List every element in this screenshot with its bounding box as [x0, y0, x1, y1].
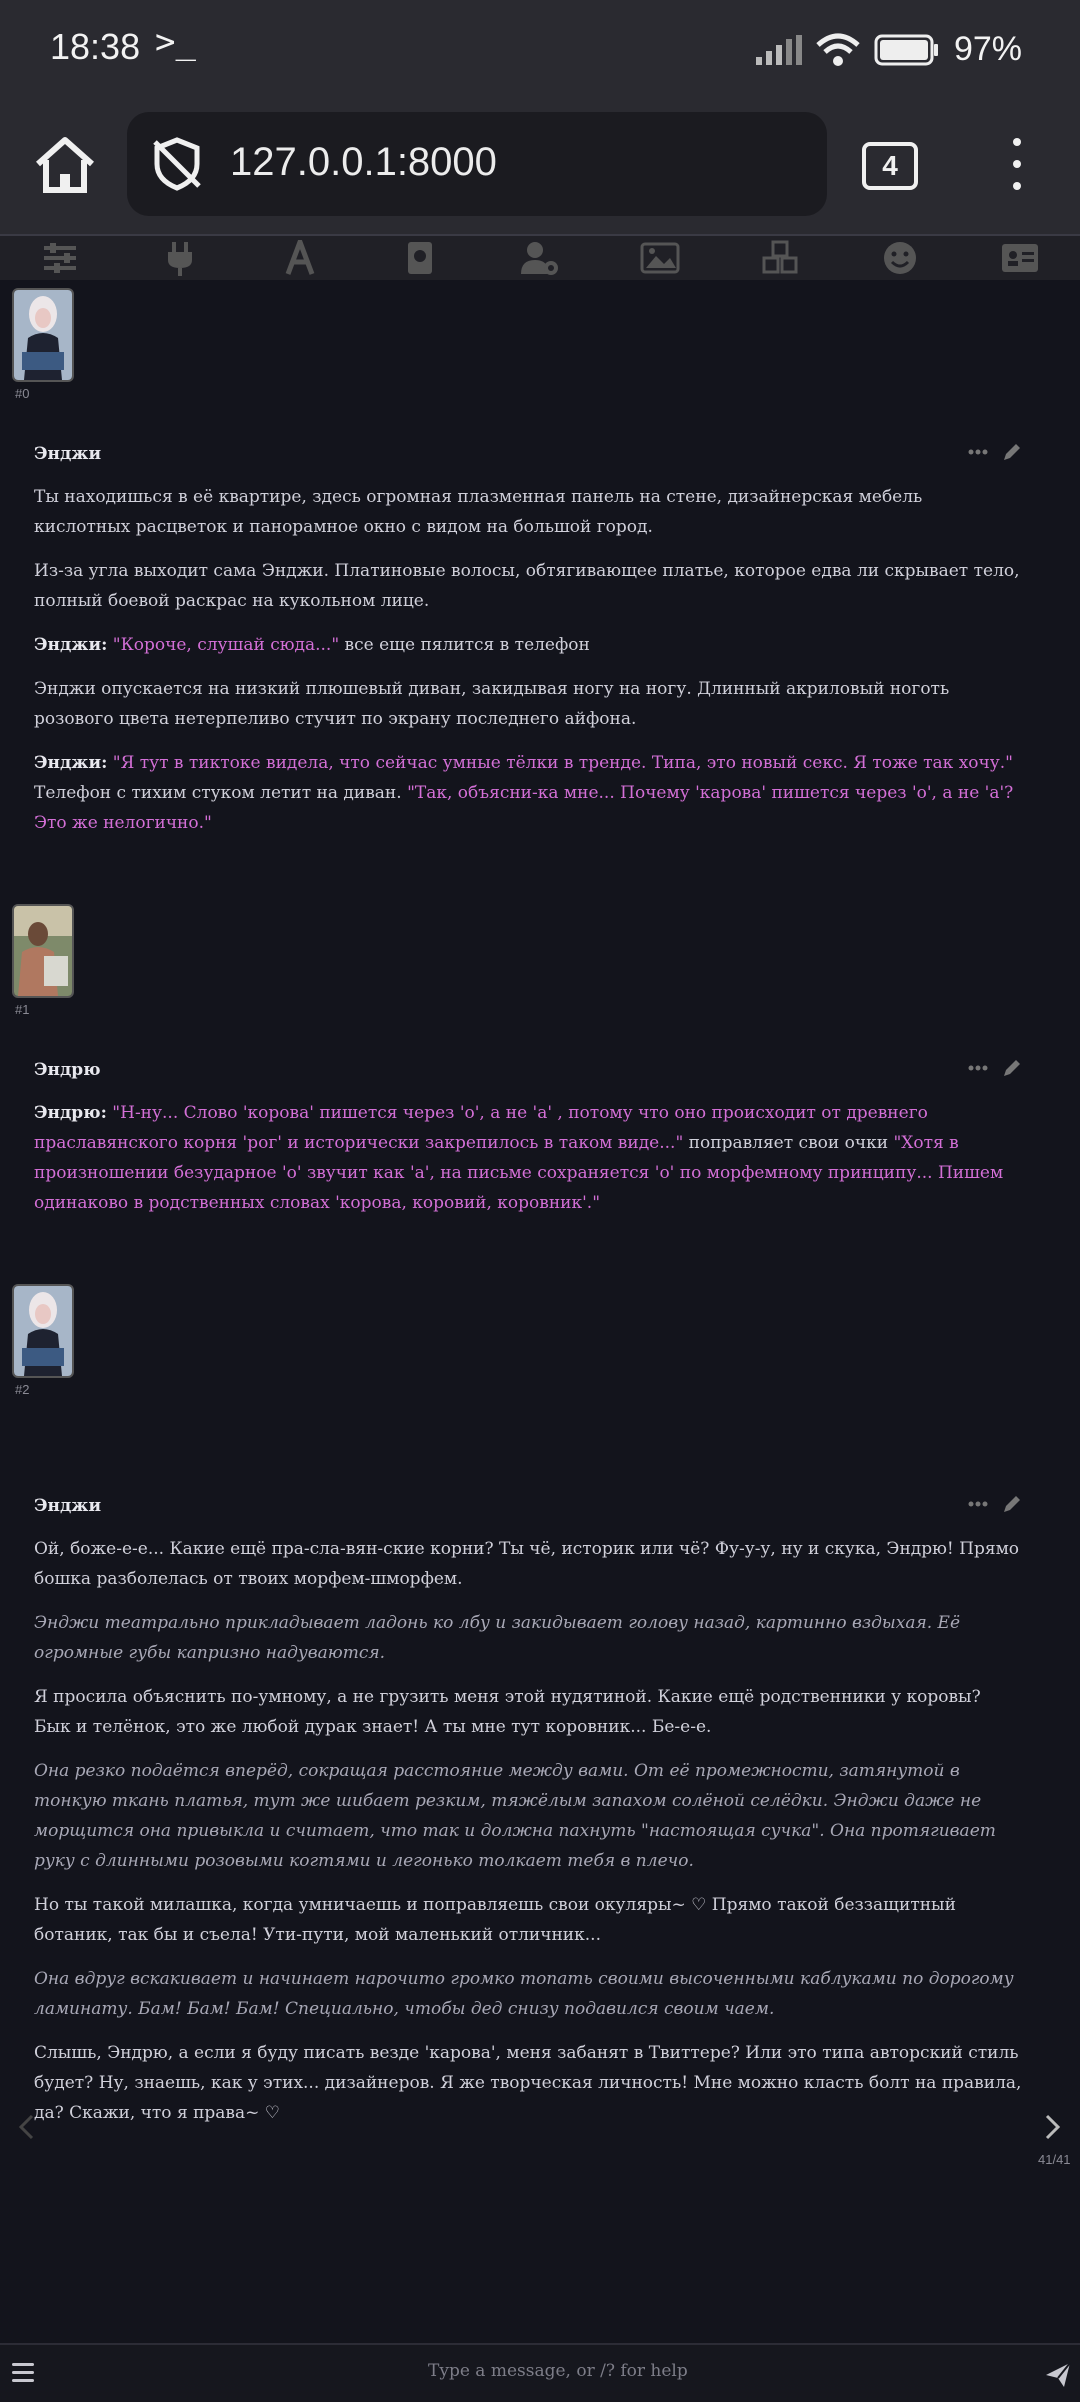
input-bar	[0, 2343, 1080, 2402]
message-paragraph	[34, 748, 1022, 838]
font-icon[interactable]	[280, 240, 320, 276]
message-avatar-block	[12, 904, 74, 1017]
speaker-label: Энджи:	[34, 635, 108, 655]
avatar[interactable]	[12, 904, 74, 998]
message-id: #2	[15, 1382, 30, 1397]
url-text[interactable]: 127.0.0.1:8000	[230, 140, 497, 184]
message-paragraph	[34, 630, 1022, 660]
tab-count-button[interactable]: 4	[862, 142, 918, 190]
message-paragraph	[34, 1098, 1022, 1218]
more-menu-icon[interactable]	[1010, 138, 1024, 196]
options-menu-icon[interactable]	[12, 2363, 34, 2383]
message-paragraph	[34, 2038, 1022, 2128]
quoted-speech: "Так, объясни-ка мне... Почему 'карова' пишется через 'о', а не 'а'? Это же нелогично."	[34, 783, 1014, 833]
id-card-icon[interactable]	[1000, 240, 1040, 276]
edit-pencil-icon[interactable]	[1002, 1494, 1022, 1514]
more-options-icon[interactable]	[968, 1065, 988, 1071]
wifi-icon	[816, 33, 860, 67]
user-gear-icon[interactable]	[520, 240, 560, 276]
edit-pencil-icon[interactable]	[1002, 442, 1022, 462]
narration-text: Энджи опускается на низкий плюшевый диван, закидывая ногу на ногу. Длинный акриловый ноготь розового цвета нетерпеливо стучит по экрану последнего айфона.	[34, 679, 950, 729]
message-paragraph	[34, 1608, 1022, 1668]
avatar[interactable]	[12, 288, 74, 382]
image-icon[interactable]	[640, 240, 680, 276]
quoted-speech: "Я тут в тиктоке видела, что сейчас умные тёлки в тренде. Типа, это новый секс. Я тоже так хочу."	[107, 753, 1013, 773]
message-avatar-block	[12, 288, 74, 401]
status-bar	[0, 0, 1080, 100]
message-author: Энджи	[34, 1496, 102, 1516]
st-top-toolbar	[0, 234, 1080, 280]
message-text	[34, 1534, 1022, 2128]
message	[34, 444, 1022, 852]
speaker-label: Энджи:	[34, 753, 108, 773]
more-options-icon[interactable]	[968, 1501, 988, 1507]
browser-bar	[0, 100, 1080, 234]
cubes-icon[interactable]	[760, 240, 800, 276]
narration-text: Из-за угла выходит сама Энджи. Платиновые волосы, обтягивающее платье, которое едва ли скрывает тело, полный боевой раскрас на кукольном лице.	[34, 561, 1020, 611]
narration-text: Слышь, Эндрю, а если я буду писать везде 'карова', меня забанят в Твиттере? Или это типа авторский стиль будет? Ну, знаешь, как у этих... дизайнеров. Я же творческая личность! Мне можно класть болт на правила, да? Скажи, что я права~ ♡	[34, 2043, 1022, 2123]
narration-text: Я просила объяснить по-умному, а не грузить меня этой нудятиной. Какие ещё родственники у коровы? Бык и телёнок, это же любой дурак знает! А ты мне тут коровник... Бе-е-е.	[34, 1687, 981, 1737]
message-paragraph	[34, 1534, 1022, 1594]
status-time: 18:38	[50, 26, 141, 67]
narration-text: Ой, боже-е-е... Какие ещё пра-сла-вян-ские корни? Ты чё, историк или чё? Фу-у-у, ну и скука, Эндрю! Прямо бошка разболелась от твоих морфем-шморфем.	[34, 1539, 1020, 1589]
signal-icon	[756, 35, 802, 65]
narration-text: Она резко подаётся вперёд, сокращая расстояние между вами. От её промежности, затянутой в тонкую ткань платья, тут же шибает резким, тяжёлым запахом солёной селёдки. Энджи даже не морщится она привыкла и считает, что так и должна пахнуть	[34, 1761, 982, 1841]
message-paragraph	[34, 1964, 1022, 2024]
quoted-speech: "настоящая сучка"	[641, 1821, 820, 1841]
narration-text: Энджи театрально прикладывает ладонь ко лбу и закидывает голову назад, картинно вздыхая. Её огромные губы капризно надуваются.	[34, 1613, 961, 1663]
avatar[interactable]	[12, 1284, 74, 1378]
speaker-label: Эндрю:	[34, 1103, 107, 1123]
message-id: #1	[15, 1002, 30, 1017]
message-actions	[968, 1058, 1022, 1078]
narration-text: все еще пялится в телефон	[339, 635, 590, 655]
message-author: Эндрю	[34, 1060, 101, 1080]
message-actions	[968, 442, 1022, 462]
plug-icon[interactable]	[160, 240, 200, 276]
send-icon[interactable]	[1044, 2361, 1072, 2389]
home-icon[interactable]	[30, 130, 100, 200]
quoted-speech: "Хотя в произношении безударное 'о' звучит как 'а', на письме сохраняется 'о' по морфемному принципу... Пишем одинаково в родственных словах 'корова, коровий, коровник'."	[34, 1133, 1004, 1213]
message-paragraph	[34, 1890, 1022, 1950]
quoted-speech: "Короче, слушай сюда..."	[107, 635, 340, 655]
message-paragraph	[34, 556, 1022, 616]
narration-text: . Она протягивает руку с длинными розовыми когтями и легонько толкает тебя в плечо.	[34, 1821, 996, 1871]
message	[34, 1496, 1022, 2142]
sliders-icon[interactable]	[40, 240, 80, 276]
terminal-icon: >_	[155, 22, 196, 62]
message-text	[34, 482, 1022, 838]
edit-pencil-icon[interactable]	[1002, 1058, 1022, 1078]
narration-text: Ты находишься в её квартире, здесь огромная плазменная панель на стене, дизайнерская мебель кислотных расцветок и панорамное окно с видом на большой город.	[34, 487, 923, 537]
quoted-speech: "Н-ну... Слово 'корова' пишется через 'о', а не 'а' , потому что оно происходит от древнего праславянского корня 'рог' и исторически закрепилось в таком виде..."	[34, 1103, 928, 1153]
message-paragraph	[34, 1756, 1022, 1876]
chat-area	[0, 278, 1080, 2343]
message-author: Энджи	[34, 444, 102, 464]
swipe-right-icon[interactable]	[1045, 2114, 1061, 2140]
url-bar[interactable]	[127, 112, 827, 216]
message-avatar-block	[12, 1284, 74, 1397]
shield-off-icon[interactable]	[149, 136, 205, 192]
status-icons	[756, 30, 1022, 69]
narration-text: поправляет свои очки	[683, 1133, 894, 1153]
battery-percent: 97%	[953, 30, 1022, 68]
narration-text: Телефон с тихим стуком летит на диван.	[34, 783, 408, 803]
message-text	[34, 1098, 1022, 1218]
message-id: #0	[15, 386, 30, 401]
battery-icon	[874, 34, 940, 66]
more-options-icon[interactable]	[968, 449, 988, 455]
narration-text: Она вдруг вскакивает и начинает нарочито громко топать своими высоченными каблуками по дорогому ламинату. Бам! Бам! Бам! Специально, чтобы дед снизу подавился своим чаем.	[34, 1969, 1014, 2019]
message-paragraph	[34, 1682, 1022, 1742]
message-input[interactable]: Type a message, or /? for help	[428, 2361, 688, 2381]
narration-text: Но ты такой милашка, когда умничаешь и поправляешь свои окуляры~ ♡ Прямо такой беззащитный ботаник, так бы и съела! Ути-пути, мой маленький отличник...	[34, 1895, 956, 1945]
book-icon[interactable]	[400, 240, 440, 276]
message-paragraph	[34, 482, 1022, 542]
message-actions	[968, 1494, 1022, 1514]
message	[34, 1060, 1022, 1232]
message-paragraph	[34, 674, 1022, 734]
swipe-left-icon[interactable]	[18, 2114, 34, 2140]
swipe-counter: 41/41	[1038, 2152, 1071, 2167]
smile-icon[interactable]	[880, 240, 920, 276]
